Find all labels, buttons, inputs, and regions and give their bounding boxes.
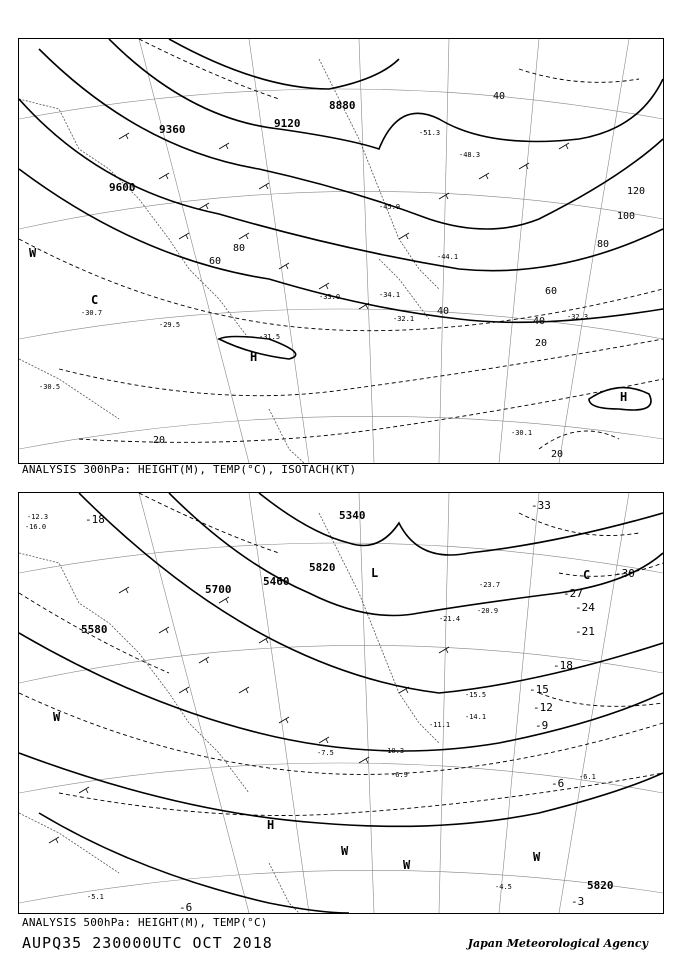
temp-label: -14.1 (465, 713, 487, 721)
height-label: 8880 (329, 99, 356, 112)
high-center-label: H (267, 818, 275, 832)
wind-barbs (49, 587, 449, 843)
temp-label: -5.1 (87, 893, 104, 901)
temp-contour-label: -6 (179, 901, 193, 913)
isotach-label: 60 (209, 256, 222, 267)
chart-300hpa (18, 38, 664, 464)
temp-label: -20.9 (477, 607, 499, 615)
low-center-label: L (371, 566, 379, 580)
temp-label: -32.3 (567, 313, 589, 321)
temp-contour-label: -27 (563, 587, 583, 600)
warm-center-label: W (53, 710, 61, 724)
warm-center-label: W (29, 246, 37, 260)
isotach-label: 40 (493, 91, 506, 102)
temp-label: -7.5 (317, 749, 334, 757)
temp-label: -6.1 (579, 773, 596, 781)
temp-label: -30.5 (39, 383, 61, 391)
temp-contour-label: -3 (571, 895, 585, 908)
temp-label: -31.5 (259, 333, 281, 341)
height-label: 9360 (159, 123, 186, 136)
map-300hpa (19, 39, 663, 463)
warm-center-label: W (403, 858, 411, 872)
temp-label: -21.4 (439, 615, 461, 623)
height-label: 5820 (309, 561, 336, 574)
isotach-label: 80 (597, 239, 610, 250)
height-label: 9600 (109, 181, 136, 194)
temp-label: -16.0 (25, 523, 47, 531)
isotach-label: 100 (617, 211, 636, 222)
warm-center-label: W (533, 850, 541, 864)
temp-label: -30.1 (511, 429, 533, 437)
height-label: 5460 (263, 575, 290, 588)
isotach-label: 60 (545, 286, 558, 297)
temp-contour-label: -30 (615, 567, 635, 580)
height-label: 5700 (205, 583, 232, 596)
temp-label: -32.1 (393, 315, 415, 323)
temp-label: -48.3 (459, 151, 481, 159)
height-label: 9120 (274, 117, 301, 130)
temp-label: -6.9 (391, 771, 408, 779)
height-label: 5580 (81, 623, 108, 636)
temp-contour-label: -33 (531, 499, 551, 512)
isotach-label: 40 (533, 316, 546, 327)
caption-300hpa: ANALYSIS 300hPa: HEIGHT(M), TEMP(°C), ISOTACH(KT) (22, 463, 357, 476)
temp-contour-label: -21 (575, 625, 595, 638)
temp-contour-label: -12 (533, 701, 553, 714)
map-500hpa (19, 493, 663, 913)
temp-contour-label: -18 (85, 513, 105, 526)
isotach-label: 40 (437, 306, 450, 317)
temp-label: -33.0 (319, 293, 341, 301)
height-label: 5820 (587, 879, 614, 892)
isotach-label: 20 (153, 435, 166, 446)
height-label: 5340 (339, 509, 366, 522)
temp-label: -30.7 (81, 309, 103, 317)
temp-label: -45.9 (379, 203, 401, 211)
temp-contour-label: -9 (535, 719, 549, 732)
isotach-label: 80 (233, 243, 246, 254)
bulletin-code: AUPQ35 230000UTC OCT 2018 (22, 934, 273, 952)
temp-label: -34.1 (379, 291, 401, 299)
isotach-label: 20 (535, 338, 548, 349)
temp-contour-label: -15 (529, 683, 549, 696)
temp-label: -51.3 (419, 129, 441, 137)
chart-500hpa (18, 492, 664, 914)
high-center-label: H (620, 390, 628, 404)
warm-center-label: W (341, 844, 349, 858)
high-center-label: H (250, 350, 258, 364)
agency-name: Japan Meteorological Agency (467, 937, 648, 950)
height-contours (19, 39, 663, 410)
temp-contour-label: -18 (553, 659, 573, 672)
temp-label: -29.5 (159, 321, 181, 329)
caption-500hpa: ANALYSIS 500hPa: HEIGHT(M), TEMP(°C) (22, 916, 268, 929)
temp-label: -12.3 (27, 513, 49, 521)
temp-label: -23.7 (479, 581, 501, 589)
cold-center-label: C (91, 293, 99, 307)
temp-label: -44.1 (437, 253, 459, 261)
temp-contour-label: -6 (551, 777, 565, 790)
temp-label: -11.1 (429, 721, 451, 729)
cold-center-label: C (583, 568, 591, 582)
temp-contour-label: -24 (575, 601, 595, 614)
isotach-label: 120 (627, 186, 646, 197)
coastline (19, 59, 439, 463)
isotach-label: 20 (551, 449, 564, 460)
temp-label: -4.5 (495, 883, 512, 891)
temp-label: -15.5 (465, 691, 487, 699)
temp-label: -10.3 (383, 747, 405, 755)
